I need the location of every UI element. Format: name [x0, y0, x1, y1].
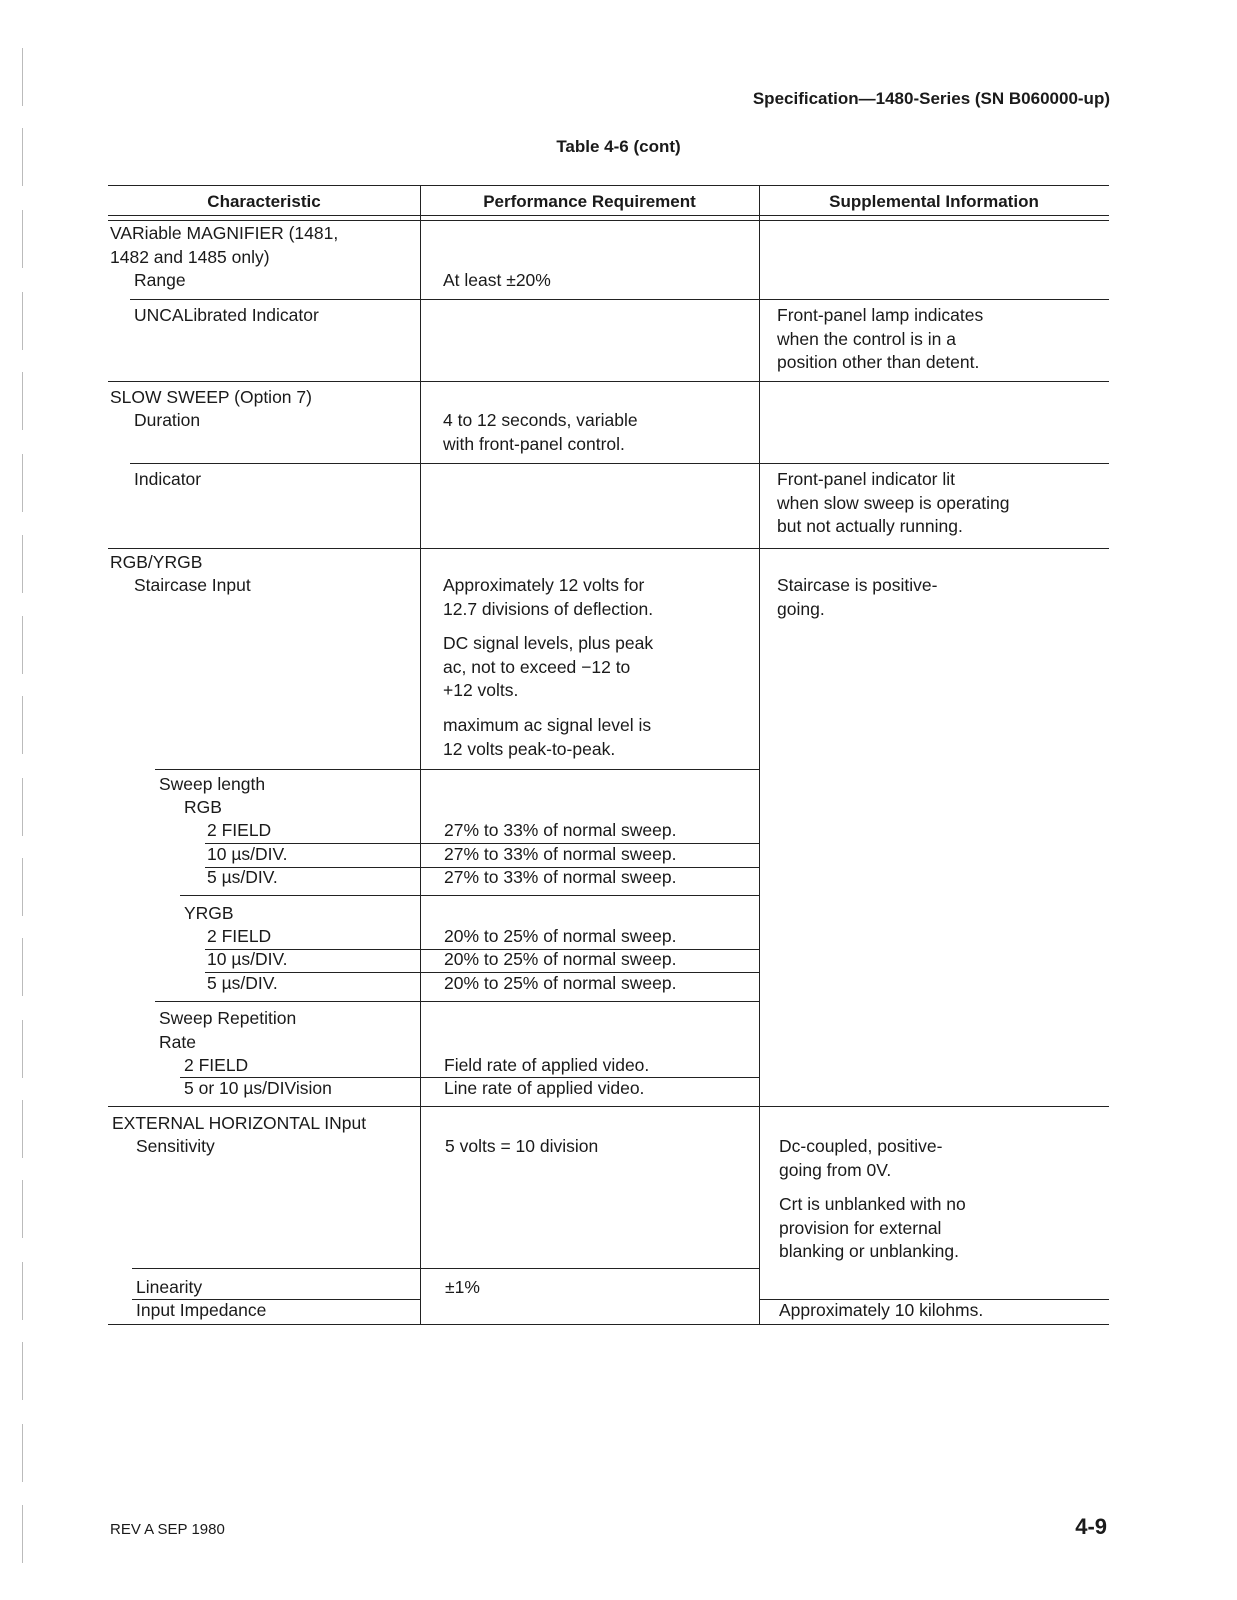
- rep-5or10-performance: Line rate of applied video.: [444, 1078, 645, 1098]
- section-divider: [108, 381, 1109, 382]
- binder-mark: [22, 1342, 23, 1400]
- row-divider: [130, 299, 1109, 300]
- binder-mark: [22, 454, 23, 512]
- rgb-10us-label: 10 µs/DIV.: [207, 844, 288, 864]
- rgb-label: RGB: [184, 797, 222, 817]
- ext-horizontal-label: EXTERNAL HORIZONTAL INput: [112, 1113, 367, 1133]
- rep-5or10-label: 5 or 10 µs/DIVision: [184, 1078, 332, 1098]
- slow-sweep-indicator-label: Indicator: [134, 469, 202, 489]
- rgb-2field-performance: 27% to 33% of normal sweep.: [444, 820, 677, 840]
- staircase-input-label: Staircase Input: [134, 575, 251, 595]
- staircase-performance-2: DC signal levels, plus peak ac, not to exceed −12 to +12 volts.: [443, 633, 654, 700]
- binder-mark: [22, 1180, 23, 1238]
- sweep-repetition-label: Sweep Repetition Rate: [159, 1008, 297, 1052]
- yrgb-5us-performance: 20% to 25% of normal sweep.: [444, 973, 677, 993]
- rgb-5us-performance: 27% to 33% of normal sweep.: [444, 867, 677, 887]
- binder-mark: [22, 1505, 23, 1563]
- revision-date: REV A SEP 1980: [110, 1521, 225, 1538]
- header-bottom-rule: [108, 215, 1109, 216]
- sensitivity-performance: 5 volts = 10 division: [445, 1136, 599, 1156]
- rgb-10us-performance: 27% to 33% of normal sweep.: [444, 844, 677, 864]
- duration-performance: 4 to 12 seconds, variable with front-panel control.: [443, 410, 638, 454]
- binder-mark: [22, 372, 23, 430]
- rgb-2field-label: 2 FIELD: [207, 820, 272, 840]
- row-divider: [132, 1268, 759, 1269]
- sensitivity-supplemental-2: Crt is unblanked with no provision for external blanking or unblanking.: [779, 1194, 966, 1261]
- binder-mark: [22, 778, 23, 836]
- column-header-performance: Performance Requirement: [483, 192, 696, 211]
- page-header: Specification—1480-Series (SN B060000-up): [752, 89, 1110, 108]
- binder-mark: [22, 616, 23, 674]
- range-performance: At least ±20%: [443, 270, 551, 290]
- section-divider: [108, 1106, 1109, 1107]
- section-divider: [108, 548, 1109, 549]
- yrgb-10us-label: 10 µs/DIV.: [207, 949, 288, 969]
- table-title: Table 4-6 (cont): [556, 137, 681, 156]
- binder-mark: [22, 535, 23, 593]
- table-top-rule: [108, 185, 1109, 186]
- staircase-performance-3: maximum ac signal level is 12 volts peak-to-peak.: [443, 715, 652, 759]
- row-divider: [130, 463, 1109, 464]
- sensitivity-supplemental-1: Dc-coupled, positive- going from 0V.: [779, 1136, 943, 1180]
- uncal-indicator-label: UNCALibrated Indicator: [134, 305, 319, 325]
- rgb-5us-label: 5 µs/DIV.: [207, 867, 278, 887]
- column-divider-2: [759, 185, 760, 1325]
- row-divider: [180, 895, 759, 896]
- table-bottom-rule: [108, 1324, 1109, 1325]
- slow-sweep-indicator-supplemental: Front-panel indicator lit when slow sweep is operating but not actually running.: [777, 469, 1010, 536]
- column-header-supplemental: Supplemental Information: [829, 192, 1039, 211]
- binder-mark: [22, 858, 23, 916]
- binder-mark: [22, 48, 23, 106]
- yrgb-2field-performance: 20% to 25% of normal sweep.: [444, 926, 677, 946]
- column-header-characteristic: Characteristic: [207, 192, 321, 211]
- binder-mark: [22, 210, 23, 268]
- uncal-indicator-supplemental: Front-panel lamp indicates when the control is in a position other than detent.: [777, 305, 984, 372]
- yrgb-label: YRGB: [184, 903, 234, 923]
- rgb-yrgb-label: RGB/YRGB: [110, 552, 203, 572]
- binder-mark: [22, 292, 23, 350]
- range-label: Range: [134, 270, 186, 290]
- yrgb-10us-performance: 20% to 25% of normal sweep.: [444, 949, 677, 969]
- binder-mark: [22, 1020, 23, 1078]
- row-divider: [155, 769, 759, 770]
- row-divider: [155, 1001, 759, 1002]
- duration-label: Duration: [134, 410, 201, 430]
- column-divider-1: [420, 185, 421, 1325]
- input-impedance-label: Input Impedance: [136, 1300, 267, 1320]
- header-bottom-rule-2: [108, 220, 1109, 221]
- var-magnifier-label: VARiable MAGNIFIER (1481, 1482 and 1485 only): [110, 223, 339, 267]
- linearity-label: Linearity: [136, 1277, 203, 1297]
- sensitivity-label: Sensitivity: [136, 1136, 215, 1156]
- rep-2field-performance: Field rate of applied video.: [444, 1055, 650, 1075]
- slow-sweep-label: SLOW SWEEP (Option 7): [110, 387, 312, 407]
- sweep-length-label: Sweep length: [159, 774, 266, 794]
- linearity-performance: ±1%: [445, 1277, 480, 1297]
- staircase-supplemental: Staircase is positive- going.: [777, 575, 938, 619]
- page-number: 4-9: [1075, 1514, 1107, 1539]
- binder-mark: [22, 1262, 23, 1320]
- binder-mark: [22, 696, 23, 754]
- binder-mark: [22, 1424, 23, 1482]
- yrgb-2field-label: 2 FIELD: [207, 926, 272, 946]
- staircase-performance-1: Approximately 12 volts for 12.7 divisions of deflection.: [443, 575, 654, 619]
- binder-mark: [22, 1100, 23, 1158]
- rep-2field-label: 2 FIELD: [184, 1055, 249, 1075]
- input-impedance-supplemental: Approximately 10 kilohms.: [779, 1300, 984, 1320]
- yrgb-5us-label: 5 µs/DIV.: [207, 973, 278, 993]
- binder-mark: [22, 938, 23, 996]
